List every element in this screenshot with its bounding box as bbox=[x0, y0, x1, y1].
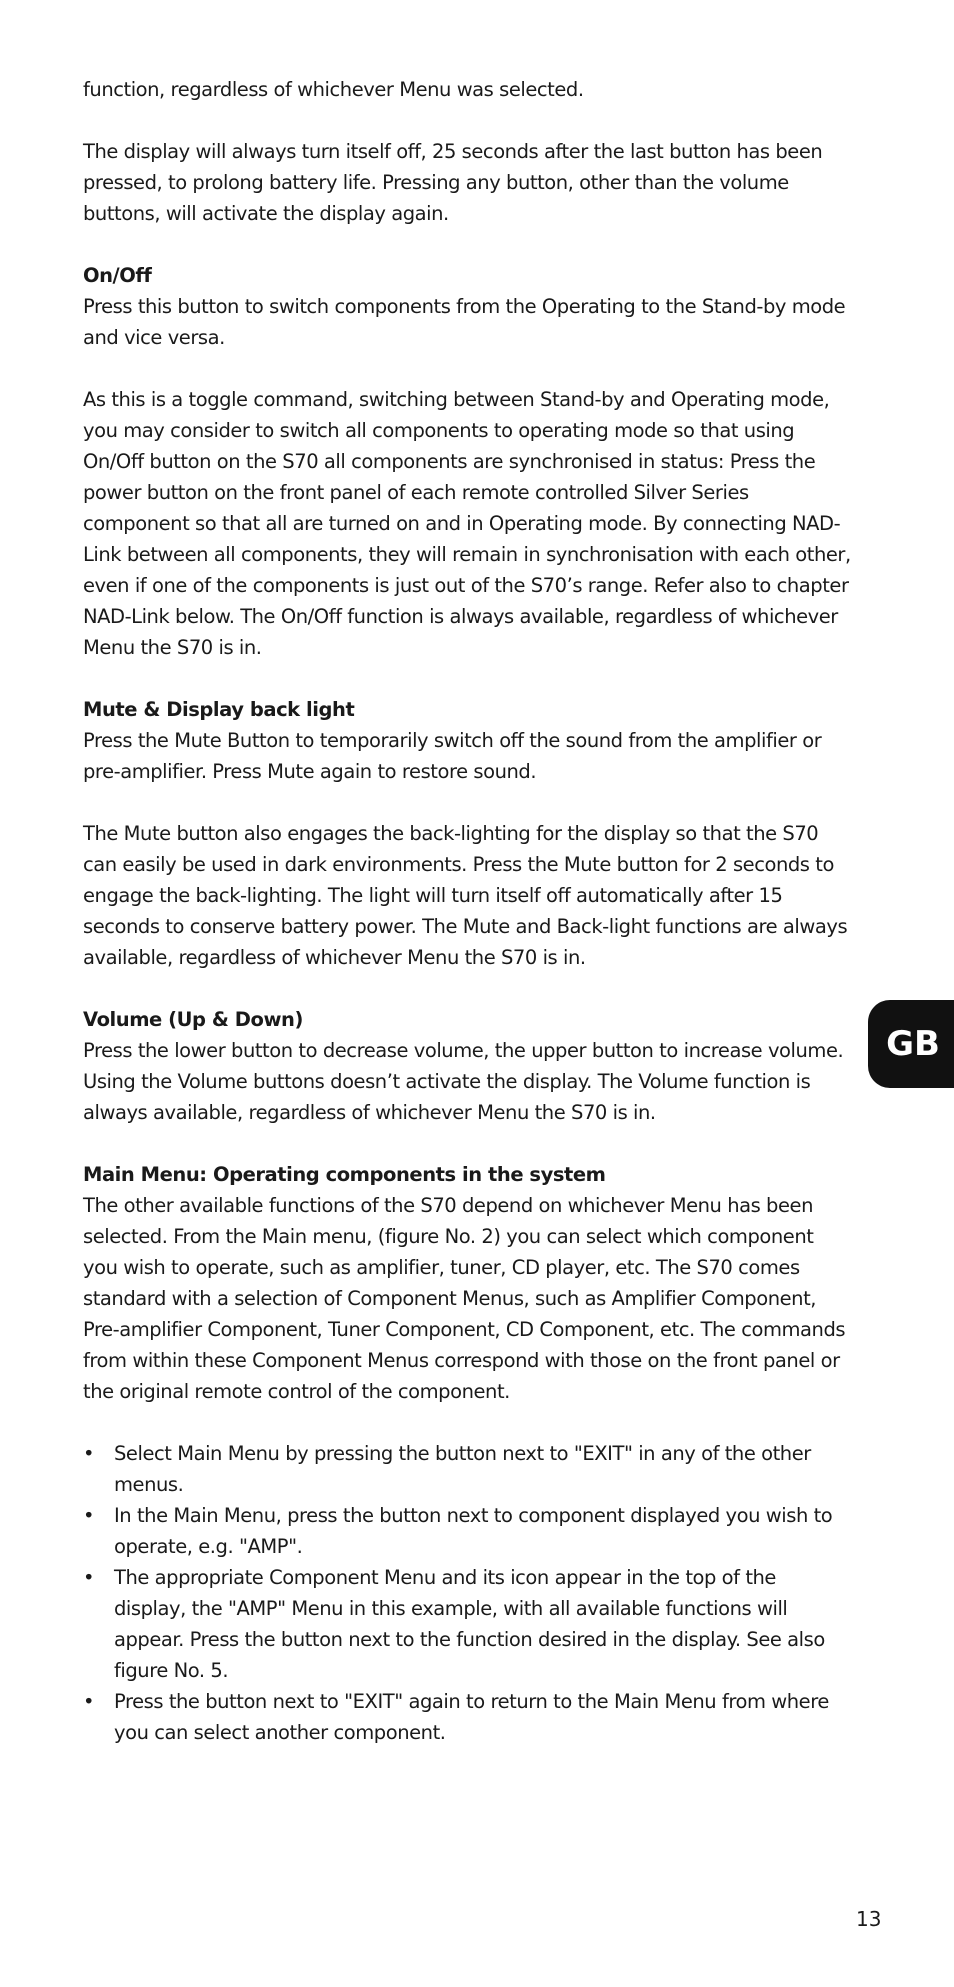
onoff-paragraph-2: As this is a toggle command, switching between Stand-by and Operating mode, you may consider to switch all components to operating mode so that using On/Off button on the S70 all components are synchronised in status: Press the power button on the front panel of each remote controlled Silver Series component so that all are turned on and in Operating mode. By connecting NAD-Link between all components, they will remain in synchronisation with each other, even if one of the components is just out of the S70’s range. Refer also to chapter NAD-Link below. The On/Off function is always available, regardless of whichever Menu the S70 is in. bbox=[83, 388, 851, 659]
section-onoff bbox=[83, 260, 853, 663]
mute-paragraph-1: Press the Mute Button to temporarily switch off the sound from the amplifier or pre-amplifier. Press Mute again to restore sound. bbox=[83, 729, 822, 783]
list-item bbox=[83, 1686, 853, 1748]
list-item bbox=[83, 1562, 853, 1686]
list-item-text: Press the button next to "EXIT" again to return to the Main Menu from where you can select another component. bbox=[114, 1690, 829, 1744]
list-item-text: In the Main Menu, press the button next to component displayed you wish to operate, e.g. "AMP". bbox=[114, 1504, 833, 1558]
mute-paragraph-2: The Mute button also engages the back-lighting for the display so that the S70 can easily be used in dark environments. Press the Mute button for 2 seconds to engage the back-lighting. The light will turn itself off automatically after 15 seconds to conserve battery power. The Mute and Back-light functions are always available, regardless of whichever Menu the S70 is in. bbox=[83, 822, 848, 969]
volume-paragraph-1: Press the lower button to decrease volume, the upper button to increase volume. Using the Volume buttons doesn’t activate the display. The Volume function is always available, regardless of whichever Menu the S70 is in. bbox=[83, 1039, 844, 1124]
section-volume bbox=[83, 1004, 853, 1128]
section-heading-mute: Mute & Display back light bbox=[83, 698, 355, 721]
section-heading-main-menu: Main Menu: Operating components in the system bbox=[83, 1163, 606, 1186]
bullet-icon: • bbox=[83, 1566, 95, 1589]
page-number: 13 bbox=[856, 1907, 882, 1931]
main-menu-paragraph-1: The other available functions of the S70 depend on whichever Menu has been selected. From the Main menu, (figure No. 2) you can select which component you wish to operate, such as amplifier, tuner, CD player, etc. The S70 comes standard with a selection of Component Menus, such as Amplifier Component, Pre-amplifier Component, Tuner Component, CD Component, etc. The commands from within these Component Menus correspond with those on the front panel or the original remote control of the component. bbox=[83, 1194, 846, 1403]
intro-paragraph-1: function, regardless of whichever Menu was selected. bbox=[83, 78, 584, 101]
language-tab-label: GB bbox=[886, 1024, 940, 1064]
intro-paragraph-2: The display will always turn itself off, 25 seconds after the last button has been pressed, to prolong battery life. Pressing any button, other than the volume buttons, will activate the display again. bbox=[83, 140, 823, 225]
section-mute bbox=[83, 694, 853, 973]
list-item-text: The appropriate Component Menu and its icon appear in the top of the display, the "AMP" Menu in this example, with all available functions will appear. Press the button next to the function desired in the display. See also figure No. 5. bbox=[114, 1566, 825, 1682]
onoff-paragraph-1: Press this button to switch components from the Operating to the Stand-by mode and vice versa. bbox=[83, 295, 846, 349]
bullet-icon: • bbox=[83, 1504, 95, 1527]
section-main-menu bbox=[83, 1159, 853, 1748]
section-heading-onoff: On/Off bbox=[83, 264, 152, 287]
bullet-icon: • bbox=[83, 1690, 95, 1713]
list-item bbox=[83, 1438, 853, 1500]
document-body bbox=[83, 74, 853, 1748]
language-tab-gb bbox=[868, 1000, 954, 1088]
bullet-icon: • bbox=[83, 1442, 95, 1465]
main-menu-bullet-list bbox=[83, 1438, 853, 1748]
list-item-text: Select Main Menu by pressing the button next to "EXIT" in any of the other menus. bbox=[114, 1442, 811, 1496]
section-heading-volume: Volume (Up & Down) bbox=[83, 1008, 303, 1031]
list-item bbox=[83, 1500, 853, 1562]
